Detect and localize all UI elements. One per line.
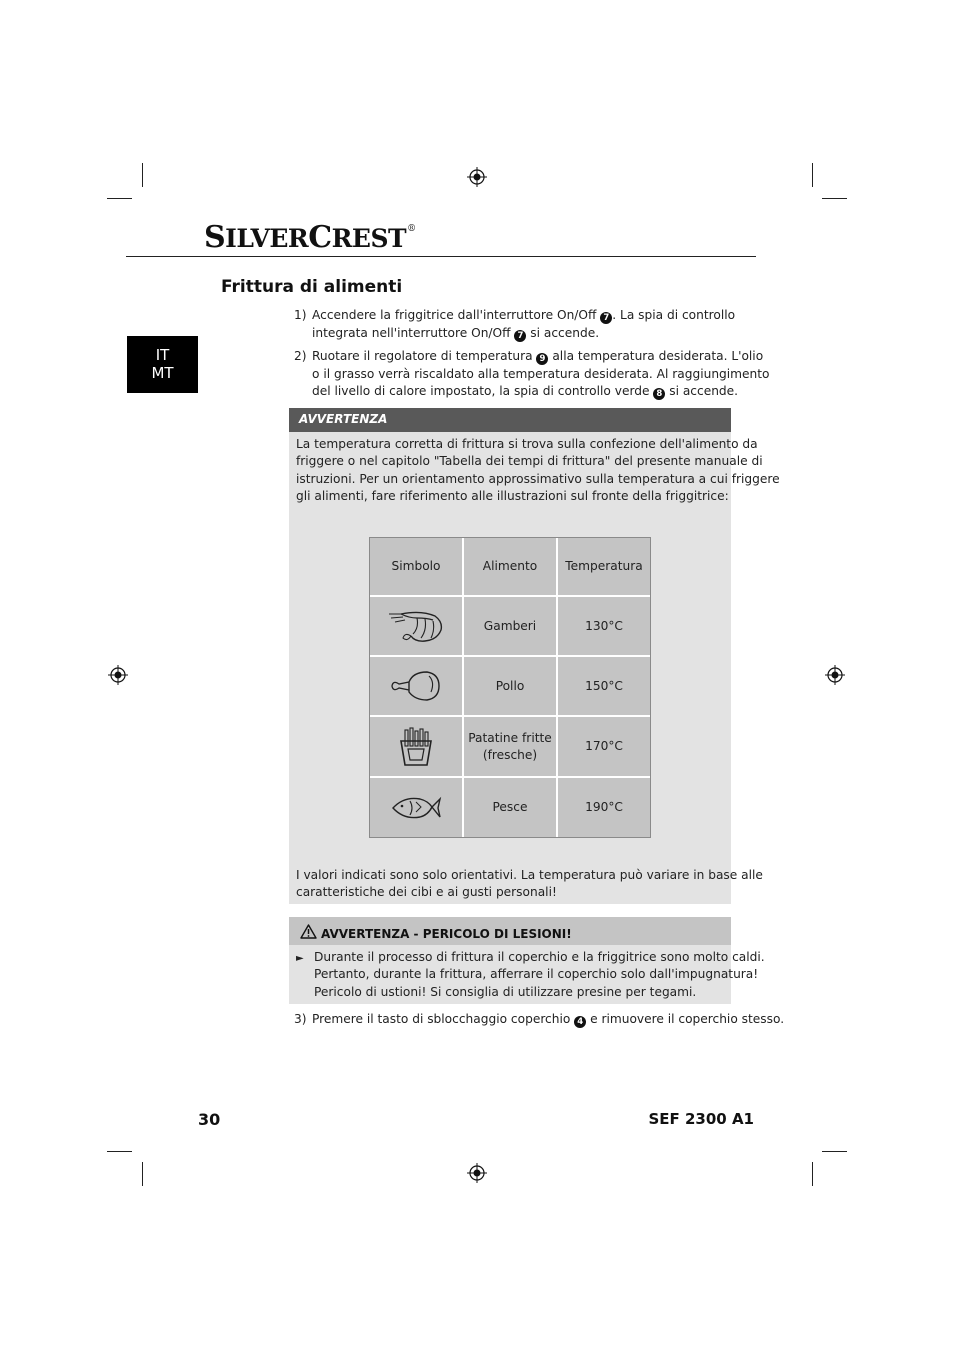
- step-number: 1): [294, 308, 307, 322]
- table-header-cell: Simbolo: [370, 538, 462, 595]
- table-header-cell: Temperatura: [558, 538, 650, 595]
- header-rule: [126, 256, 756, 257]
- warning-triangle-icon: [300, 924, 317, 939]
- crop-mark: [142, 1162, 143, 1186]
- section-title: Frittura di alimenti: [221, 277, 403, 297]
- bullet-icon: ►: [296, 953, 304, 964]
- crop-mark: [822, 1151, 847, 1152]
- crop-mark: [107, 198, 132, 199]
- registration-mark-icon: [825, 665, 845, 685]
- table-cell-temperature: 170°C: [558, 717, 650, 776]
- registration-mark-icon: [108, 665, 128, 685]
- step-text: Premere il tasto di sblocchaggio coperchio 4 e rimuovere il coperchio stesso.: [312, 1012, 785, 1027]
- brand-logo: SILVERCREST®: [204, 220, 416, 255]
- warning-box-header: [289, 408, 731, 432]
- crop-mark: [812, 1162, 813, 1186]
- registration-mark-icon: [467, 1163, 487, 1183]
- language-code: IT: [155, 346, 170, 364]
- language-tab: [127, 336, 198, 393]
- reference-number-icon: 8: [653, 388, 665, 400]
- crop-mark: [812, 163, 813, 187]
- step-number: 2): [294, 349, 307, 363]
- warning-note: I valori indicati sono solo orientativi. La temperatura può variare in base alle caratteristiche dei cibi e ai gusti personali!: [296, 868, 763, 900]
- table-cell-food: Pollo: [464, 657, 556, 715]
- reference-number-icon: 4: [574, 1016, 586, 1028]
- table-header-cell: Alimento: [464, 538, 556, 595]
- table-cell-temperature: 130°C: [558, 597, 650, 655]
- danger-text: Durante il processo di frittura il coperchio e la friggitrice sono molto caldi. Pertanto, durante la frittura, afferrare il coperchio solo dall'impugnatura! Pericolo di ustioni! Si consiglia di utilizzare presine per tegami.: [314, 950, 765, 999]
- crop-mark: [822, 198, 847, 199]
- table-border: [369, 537, 651, 838]
- table-cell-food: Gamberi: [464, 597, 556, 655]
- step-text: Accendere la friggitrice dall'interruttore On/Off 7 . La spia di controllo integrata nell'interruttore On/Off 7 si accende.: [312, 308, 736, 341]
- reference-number-icon: 9: [536, 353, 548, 365]
- crop-mark: [107, 1151, 132, 1152]
- warning-text: La temperatura corretta di frittura si trova sulla confezione dell'alimento da friggere o nel capitolo "Tabella dei tempi di frittura" del presente manuale di istruzioni. Per un orientamento approssimativo sulla temperatura a cui friggere gli alimenti, fare riferimento alle illustrazioni sul fronte della friggitrice:: [296, 437, 780, 504]
- table-cell-food: Patatine fritte (fresche): [464, 717, 556, 776]
- model-number: SEF 2300 A1: [648, 1110, 754, 1128]
- step-number: 3): [294, 1012, 307, 1026]
- registration-mark-icon: [467, 167, 487, 187]
- step-text: Ruotare il regolatore di temperatura 9 alla temperatura desiderata. L'olio o il grasso verrà riscaldato alla temperatura desiderata. Al raggiungimento del livello di calore impostato, la spia di controllo verde 8 si accende.: [312, 349, 770, 400]
- crop-mark: [142, 163, 143, 187]
- table-cell-temperature: 150°C: [558, 657, 650, 715]
- danger-title: AVVERTENZA - PERICOLO DI LESIONI!: [321, 927, 572, 941]
- language-code: MT: [151, 364, 174, 382]
- reference-number-icon: 7: [514, 330, 526, 342]
- reference-number-icon: 7: [600, 312, 612, 324]
- page-number: 30: [198, 1110, 221, 1129]
- table-cell-temperature: 190°C: [558, 778, 650, 837]
- table-cell-food: Pesce: [464, 778, 556, 837]
- warning-title: AVVERTENZA: [299, 412, 388, 426]
